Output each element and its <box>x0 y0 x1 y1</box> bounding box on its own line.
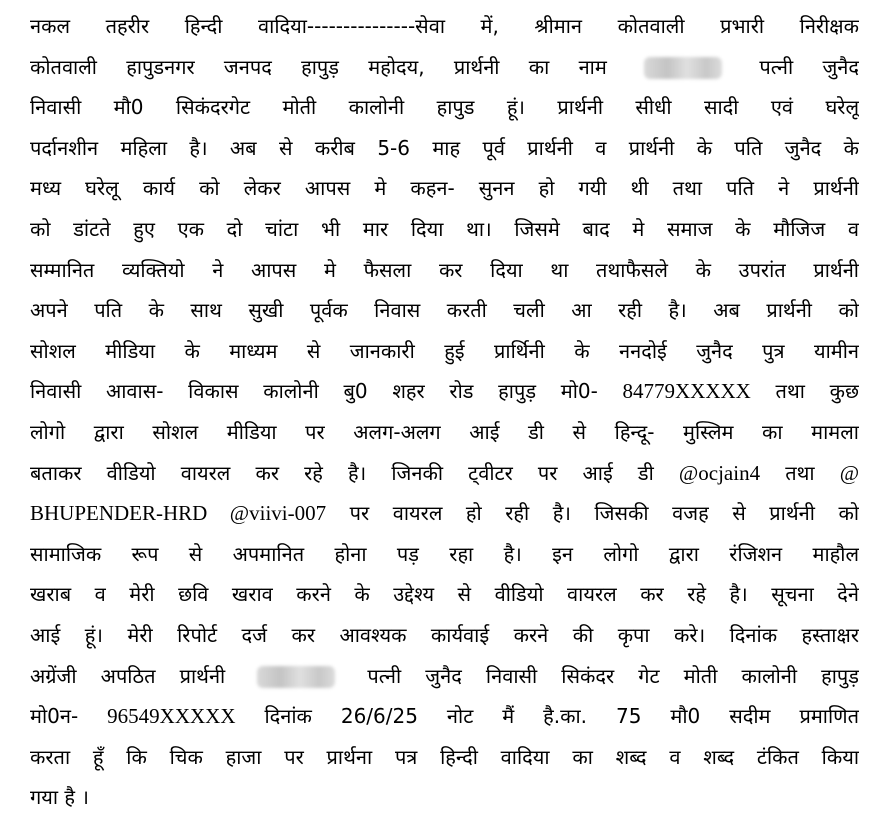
twitter-handles: BHUPENDER-HRD @viivi-007 <box>30 501 327 526</box>
text-line-8 <box>30 290 859 331</box>
line-text: अग्रेंजी अपठित प्रार्थनी <box>30 663 226 688</box>
twitter-handle-at: @ <box>839 460 859 485</box>
line-text: आई हूं। मेरी रिपोर्ट दर्ज कर आवश्यक कार्यवाई करने की कृपा करे। दिनांक हस्ताक्षर <box>30 622 859 647</box>
line-text: तथा कुछ <box>775 379 859 404</box>
text-line-7 <box>30 250 859 291</box>
line-text: सामाजिक रूप से अपमानित होना पड़ रहा है। इन लोगो द्वारा रंजिशन माहौल <box>30 541 859 566</box>
text-line-20 <box>30 777 859 818</box>
text-line-18 <box>30 696 859 737</box>
line-text: मध्य घरेलू कार्य को लेकर आपस मे कहन- सुनन हो गयी थी तथा पति ने प्रार्थनी <box>30 176 859 201</box>
phone-number: 84779XXXXX <box>622 379 751 404</box>
text-line-12 <box>30 453 859 494</box>
line-text: निवासी आवास- विकास कालोनी बु0 शहर रोड हापुड़ मो0- <box>30 379 598 404</box>
line-text: पत्नी जुनैद निवासी सिकंदर गेट मोती कालोनी हापुड़ <box>367 663 859 688</box>
line-text: पर्दानशीन महिला है। अब से करीब 5-6 माह पूर्व प्रार्थनी व प्रार्थनी के पति जुनैद के <box>30 135 859 160</box>
line-text: खराब व मेरी छवि खराव करने के उद्देश्य से वीडियो वायरल कर रहे है। सूचना देने <box>30 582 859 607</box>
line-text: को डांटते हुए एक दो चांटा भी मार दिया था। जिसमे बाद मे समाज के मौजिज व <box>30 216 859 241</box>
line-text: निवासी मौ0 सिकंदरगेट मोती कालोनी हापुड हूं। प्रार्थनी सीधी सादी एवं घरेलू <box>30 95 859 120</box>
redacted-name-blur <box>257 666 335 688</box>
text-line-11 <box>30 412 859 453</box>
line-text: अपने पति के साथ सुखी पूर्वक निवास करती चली आ रही है। अब प्रार्थनी को <box>30 298 859 323</box>
line-text: करता हूँ कि चिक हाजा पर प्रार्थना पत्र हिन्दी वादिया का शब्द व शब्द टंकित किया <box>30 744 859 769</box>
text-line-15 <box>30 574 859 615</box>
text-line-2 <box>30 47 859 88</box>
text-line-19 <box>30 737 859 778</box>
text-line-6 <box>30 209 859 250</box>
redacted-name-blur <box>644 57 722 79</box>
line-text: कोतवाली हापुडनगर जनपद हापुड़ महोदय, प्रार्थनी का नाम <box>30 54 607 79</box>
line-text: बताकर वीडियो वायरल कर रहे है। जिनकी ट्वीटर पर आई डी <box>30 460 654 485</box>
text-line-17 <box>30 656 859 697</box>
text-line-4 <box>30 128 859 169</box>
line-text: लोगो द्वारा सोशल मीडिया पर अलग-अलग आई डी से हिन्दू- मुस्लिम का मामला <box>30 419 859 444</box>
text-line-1 <box>30 6 859 47</box>
text-line-5 <box>30 168 859 209</box>
phone-number: 96549XXXXX <box>107 704 236 729</box>
line-text: मो0न- <box>30 704 79 729</box>
line-text: सम्मानित व्यक्तियो ने आपस मे फैसला कर दिया था तथाफैसले के उपरांत प्रार्थनी <box>30 257 859 282</box>
line-text: पत्नी जुनैद <box>759 54 859 79</box>
text-line-9 <box>30 331 859 372</box>
line-text: सोशल मीडिया के माध्यम से जानकारी हुई प्रार्थिनी के ननदोई जुनैद पुत्र यामीन <box>30 338 859 363</box>
line-text: दिनांक 26/6/25 नोट मैं है.का. 75 मौ0 सदीम प्रमाणित <box>264 704 859 729</box>
text-line-10 <box>30 371 859 412</box>
line-text: नकल तहरीर हिन्दी वादिया---------------सेवा में, श्रीमान कोतवाली प्रभारी निरीक्षक <box>30 14 859 38</box>
text-line-14 <box>30 534 859 575</box>
text-line-3 <box>30 87 859 128</box>
twitter-handle: @ocjain4 <box>678 460 761 485</box>
line-text: पर वायरल हो रही है। जिसकी वजह से प्रार्थनी को <box>349 501 859 526</box>
line-text: तथा <box>785 460 815 485</box>
line-text: गया है । <box>30 785 89 810</box>
text-line-16 <box>30 615 859 656</box>
text-line-13 <box>30 493 859 534</box>
